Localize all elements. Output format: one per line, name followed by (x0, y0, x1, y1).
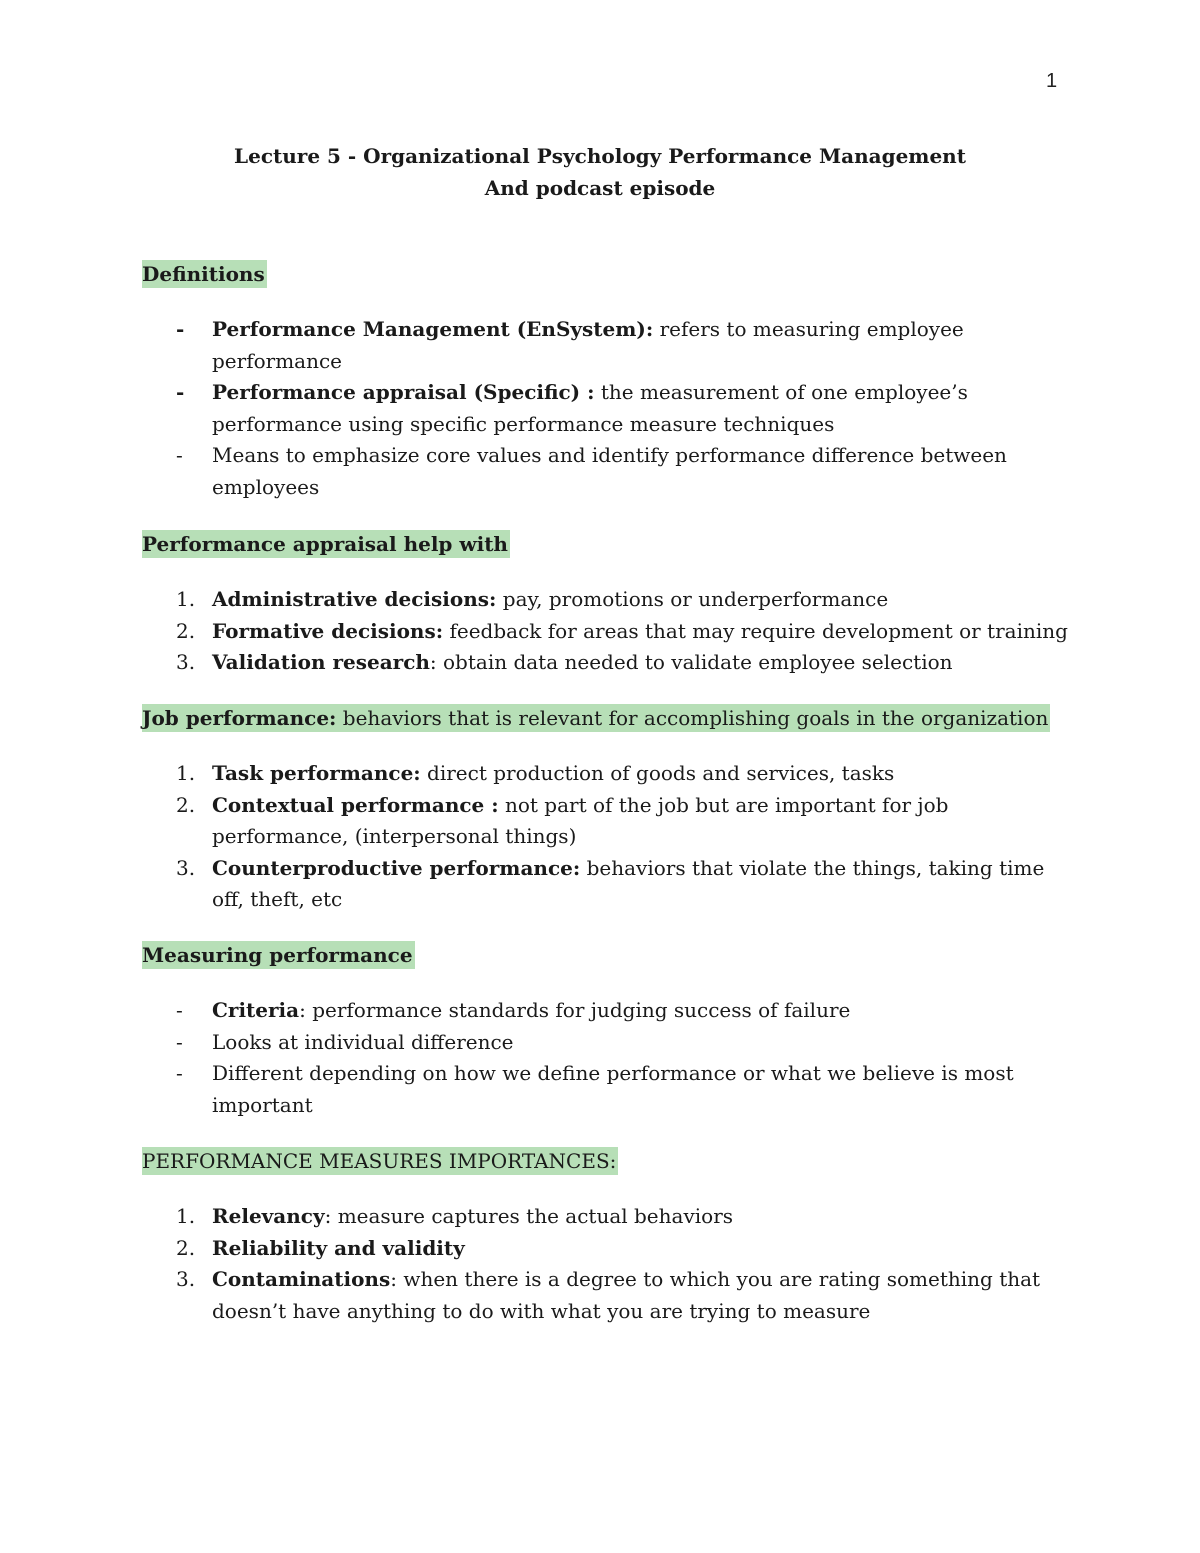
list-term: Relevancy (212, 1204, 325, 1228)
list-text: : performance standards for judging success of failure (299, 998, 851, 1022)
list-item (142, 377, 1077, 440)
list-marker: 3. (176, 650, 196, 674)
list-marker: - (176, 1029, 183, 1054)
list-marker: 3. (176, 1267, 196, 1291)
list-item (142, 758, 1077, 790)
list-marker: 1. (176, 1204, 196, 1228)
importances-list (142, 1201, 1077, 1327)
list-text: Different depending on how we define performance or what we believe is most important (212, 1061, 1014, 1117)
heading-term: Job performance: (142, 706, 337, 730)
list-text: refers to measuring employee performance (212, 317, 964, 373)
list-item (142, 1264, 1077, 1327)
definitions-list (142, 314, 1077, 503)
section-heading-definitions: Definitions (142, 262, 265, 286)
list-item (142, 1058, 1077, 1121)
title-line-2: And podcast episode (484, 176, 716, 200)
section-heading-appraisal-help: Performance appraisal help with (142, 532, 508, 556)
list-term: Administrative decisions: (212, 587, 497, 611)
list-item (142, 440, 1077, 503)
list-text: pay, promotions or underperformance (496, 587, 889, 611)
list-marker: - (176, 1061, 183, 1085)
list-term: Validation research (212, 650, 430, 674)
list-marker: - (176, 443, 183, 467)
list-text: behaviors that violate the things, taking time off, theft, etc (212, 855, 1045, 911)
list-text: : measure captures the actual behaviors (324, 1204, 734, 1228)
list-item (142, 647, 1077, 679)
list-item (142, 314, 1077, 377)
list-marker: 1. (176, 587, 196, 611)
list-item (142, 853, 1077, 916)
list-text: direct production of goods and services, tasks (420, 761, 895, 785)
list-text: Looks at individual difference (212, 1029, 514, 1054)
list-text: : when there is a degree to which you are rating something that doesn’t have anything to do with what you are trying to measure (212, 1267, 1041, 1323)
section-heading-importances: PERFORMANCE MEASURES IMPORTANCES: (142, 1149, 617, 1173)
list-term: Reliability and validity (212, 1235, 465, 1260)
section-heading-job-performance (142, 704, 1050, 732)
list-term: Criteria (212, 998, 300, 1022)
list-marker: - (176, 380, 185, 404)
list-text: : obtain data needed to validate employee selection (429, 650, 953, 674)
list-marker: 2. (176, 618, 196, 643)
document-title (0, 140, 1200, 204)
appraisal-help-list (142, 584, 1077, 679)
list-marker: - (176, 317, 185, 341)
list-marker: 2. (176, 792, 196, 817)
list-item (142, 1201, 1077, 1233)
list-marker: - (176, 998, 183, 1022)
list-text: feedback for areas that may require development or training (443, 618, 1068, 643)
section-heading-measuring: Measuring performance (142, 943, 413, 967)
job-performance-list (142, 758, 1077, 916)
list-term: Task performance: (212, 761, 421, 785)
list-item (142, 584, 1077, 616)
list-term: Formative decisions: (212, 618, 444, 643)
list-marker: 2. (176, 1235, 196, 1260)
list-marker: 3. (176, 855, 196, 880)
list-term: Performance appraisal (Specific) : (212, 380, 595, 404)
list-text: not part of the job but are important for job performance, (interpersonal things) (212, 792, 949, 848)
list-term: Contaminations (212, 1267, 391, 1291)
page-number: 1 (1046, 70, 1058, 92)
list-item (142, 616, 1077, 648)
measuring-list (142, 995, 1077, 1121)
heading-text: behaviors that is relevant for accomplishing goals in the organization (336, 706, 1049, 730)
list-term: Counterproductive performance: (212, 855, 581, 880)
list-item (142, 1027, 1077, 1059)
list-item (142, 1233, 1077, 1265)
list-item (142, 790, 1077, 853)
title-line-1: Lecture 5 - Organizational Psychology Performance Management (234, 144, 966, 168)
list-marker: 1. (176, 761, 196, 785)
list-term: Performance Management (EnSystem): (212, 317, 654, 341)
list-text: Means to emphasize core values and identify performance difference between employees (212, 443, 1007, 499)
list-term: Contextual performance : (212, 792, 499, 817)
list-text: the measurement of one employee’s performance using specific performance measure techniques (212, 380, 968, 436)
list-item (142, 995, 1077, 1027)
